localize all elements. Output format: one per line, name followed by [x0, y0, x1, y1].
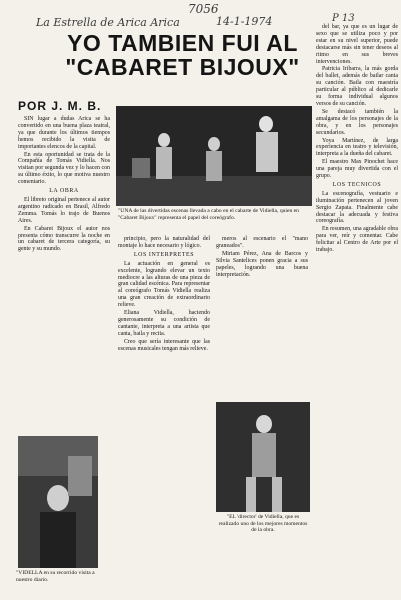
paragraph: Se destacó también la amalgama de los personajes de la obra, y en los personajes secundarios.	[316, 108, 398, 136]
paragraph: La actuación en general es excelente, logrando elevar un texto mediocre a las alturas de una pieza de gran calidad escénica. Para representar al coreógrafo Tomás Vidiella realiza una gran creación de extraordinario relieve.	[118, 260, 210, 309]
paragraph: En Cabaret Bijoux el autor nos presenta cómo transcurre la noche en un cabaret de tercera categoría, su gente y su mundo.	[18, 225, 110, 253]
article-headline	[30, 31, 335, 79]
paragraph: Yoya Martínez, de larga experiencia en teatro y televisión, interpreta a la dueña del cabaret.	[316, 137, 398, 158]
paragraph: La escenografía, vestuario e iluminación pertenecen al joven Sergio Zapata. Finalmente cabe destacar la adecuada y festiva coreografía.	[316, 190, 398, 225]
paragraph: SIN lugar a dudas Arica se ha convertido en una buena plaza teatral, ya que durante los últimos tiempos hemos recibido la visita de importantes elencos de la capital.	[18, 116, 110, 150]
paragraph: Creo que sería interesante que las escenas musicales tengan más relieve.	[118, 338, 210, 352]
archive-id-annotation: 7056	[188, 2, 219, 16]
paragraph: El maestro Max Pinochet hace una pareja muy divertida con el grupo.	[316, 159, 398, 180]
paragraph: principio, pero la naturalidad del montaje lo hace necesario y lógico.	[118, 236, 210, 249]
photo-vidiella-visit	[18, 436, 98, 568]
column-2	[118, 236, 210, 354]
caption-left: "VIDELLA en su recorrido visita a nuestro diario.	[16, 570, 95, 583]
photo-cabaret-scene	[116, 106, 312, 206]
paragraph: En resumen, una agradable obra para ver, reír y comentar. Cabe felicitar al Centro de Arte por el trabajo.	[316, 226, 398, 254]
caption-right: "EL 'director' de Vidiella, que es realizado uno de los mejores momentos de la obra.	[218, 514, 308, 533]
column-3	[216, 236, 308, 279]
headline-line-2: "CABARET BIJOUX"	[65, 54, 300, 80]
date-annotation: 14-1-1974	[216, 15, 273, 28]
paragraph: Patricia Iribarra, la más gorda del ballet, además de bailar canta su canción. Baila con maestría particular al público al dedicarle su forma individual algunos versos de su canción.	[316, 66, 398, 107]
subheading-los-tecnicos: LOS TECNICOS	[332, 181, 382, 188]
paragraph: Miriam Pérez, Ana de Barcos y Silvia Santelices ponen gracia a sus papeles, logrando una buena interpretación.	[216, 250, 308, 278]
paragraph: En esta oportunidad se trata de la Compañía de Tomás Vidiella. Nos visitan por segunda vez y lo hacen con su último éxito, lo que motiva nuestro comentario.	[18, 151, 110, 186]
paragraph: Eliana Vidiella, haciendo generosamente su condición de cantante, interpreta a una artista que canta, baila y recita.	[118, 310, 210, 337]
paragraph: meros al escenario el "mano graneados".	[216, 236, 308, 249]
photo-director-scene	[216, 402, 310, 512]
caption-center: "UNA de las divertidas escenas llevada a cabo en el cabarte de Vidiella, quien en "Cabaret Bijoux" representa el papel del coreógrafo.	[118, 208, 299, 221]
byline: POR J. M. B.	[18, 99, 102, 113]
subheading-la-obra: LA OBRA	[49, 188, 79, 195]
subheading-los-interpretes: LOS INTERPRETES	[133, 251, 195, 258]
paragraph: del bar, ya que es un lugar de sexo que se utiliza poco y por estar en su nivel superior, puede destacarse más sin tener deseos al ritmo en sus breves intervenciones.	[316, 24, 398, 65]
page-annotation: P 13	[332, 13, 355, 24]
column-4	[316, 24, 398, 255]
paragraph: El libreto original pertenece al autor argentino radicado en Brasil, Alfredo Zemma. Tomás lo trajo de Buenos Aires.	[18, 196, 110, 224]
headline-line-1: YO TAMBIEN FUI AL	[67, 30, 298, 56]
newspaper-masthead: La Estrella de Arica Arica	[36, 16, 180, 29]
column-1	[18, 116, 110, 254]
